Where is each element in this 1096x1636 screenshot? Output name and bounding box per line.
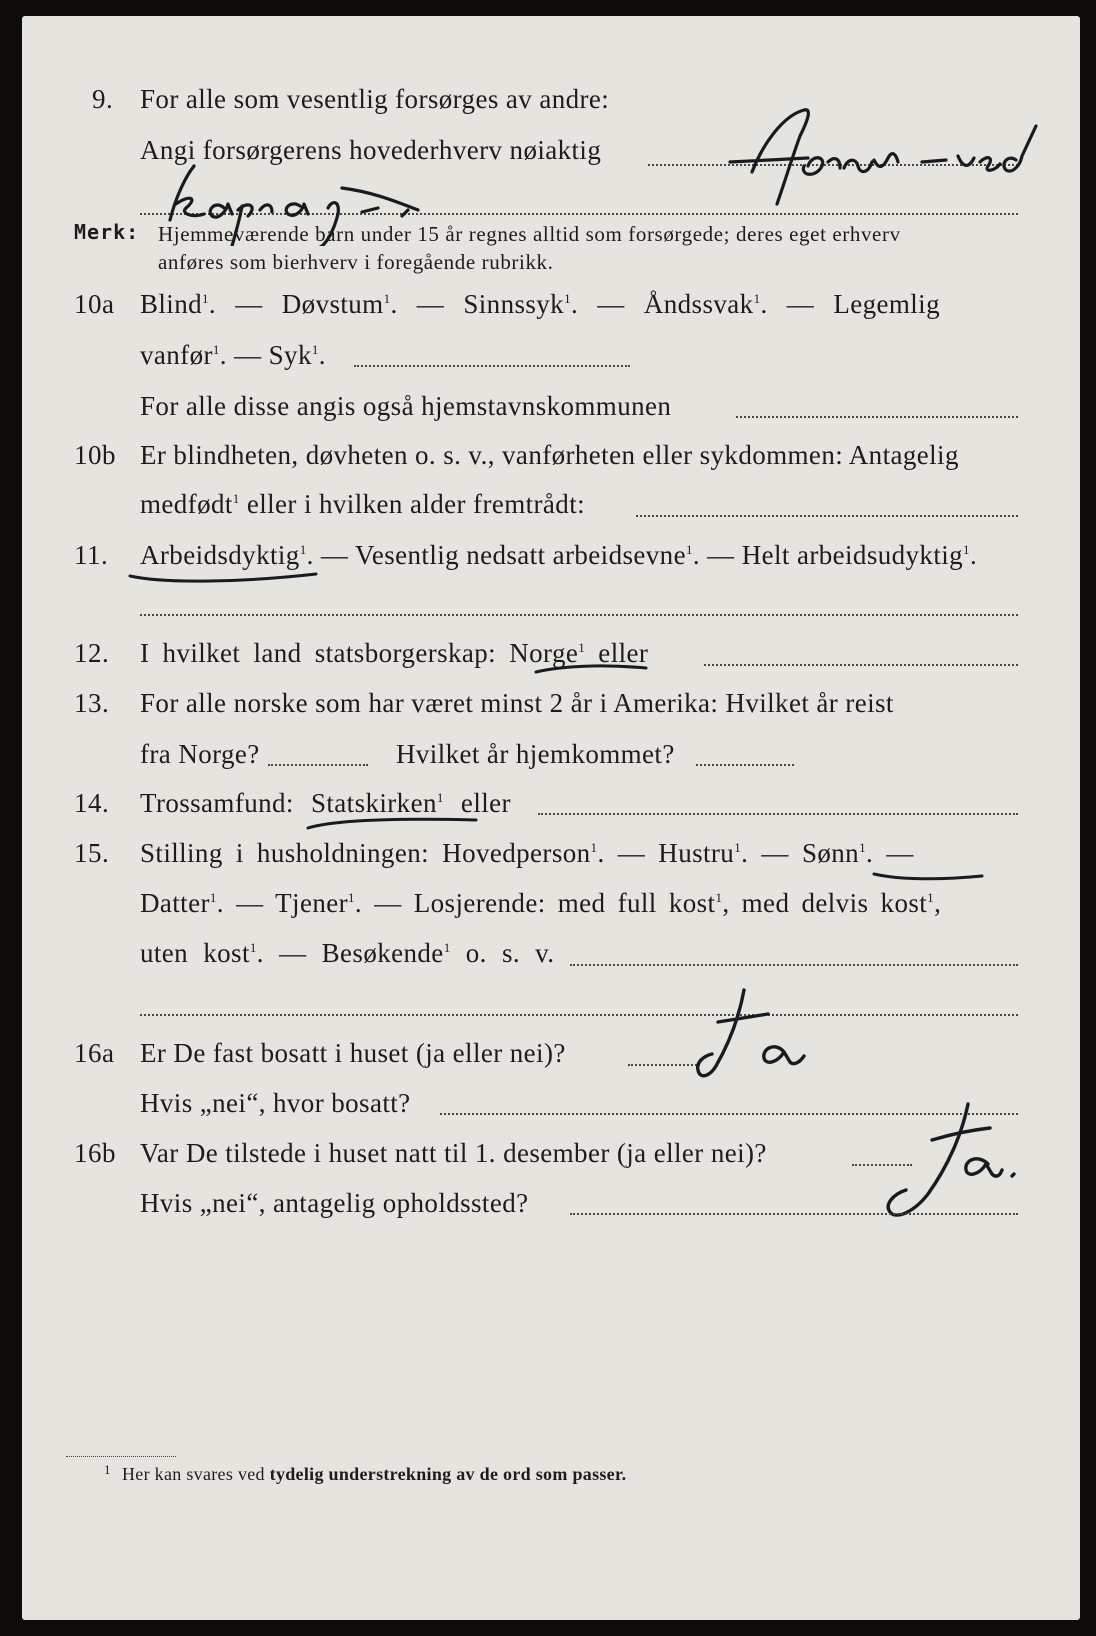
q15-answer-line-2 [140, 1014, 1018, 1016]
q10a-hjemstavn-line [736, 416, 1018, 418]
q10b-line1: Er blindheten, døvheten o. s. v., vanførheten eller sykdommen: Antagelig [140, 440, 959, 470]
q15-number: 15. [74, 838, 110, 868]
q15-line3: uten kost$^1$. — Besøkende$^1$ o. s. v. [140, 938, 555, 968]
q12-option-norge: Norge [509, 638, 579, 668]
q12-answer-line [704, 664, 1018, 666]
q10a-line2: vanfør$^1$. — Syk$^1$. [140, 340, 326, 370]
q15-answer-line [570, 964, 1018, 966]
q14-answer-line [538, 813, 1018, 815]
census-form-page [22, 16, 1080, 1620]
q11-number: 11. [74, 540, 109, 570]
q13-hjemkommet-line [696, 764, 794, 766]
q12-number: 12. [74, 638, 110, 668]
q16a-line2: Hvis „nei“, hvor bosatt? [140, 1088, 411, 1118]
q15-underline-mark [870, 868, 990, 888]
q10b-number: 10b [74, 440, 116, 470]
q12-line: I hvilket land statsborgerskap: Norge$^1$ eller [140, 638, 649, 668]
q11-underline-mark [126, 568, 326, 588]
q13-hjemkommet: Hvilket år hjemkommet? [396, 739, 675, 769]
q14-underline-mark [304, 814, 484, 836]
merk-line1: Hjemmeværende barn under 15 år regnes alltid som forsørgede; deres eget erhverv [158, 222, 901, 246]
q14-option-statskirken: Statskirken [310, 788, 437, 818]
q10a-line1: Blind$^1$. — Døvstum$^1$. — Sinnssyk$^1$. — Åndssvak$^1$. — Legemlig [140, 289, 940, 319]
q10a-number: 10a [74, 289, 115, 319]
q10a-answer-line [354, 365, 630, 367]
q10b-answer-line [636, 515, 1018, 517]
q10a-line3: For alle disse angis også hjemstavnskommunen [140, 391, 672, 421]
q16b-line1: Var De tilstede i huset natt til 1. desember (ja eller nei)? [140, 1138, 767, 1168]
merk-line2: anføres som bierhverv i foregående rubrikk. [158, 250, 554, 274]
footnote-text: Her kan svares ved tydelig understrekning av de ord som passer. [122, 1464, 627, 1484]
q16b-line2: Hvis „nei“, antagelig opholdssted? [140, 1188, 529, 1218]
merk-label: Merk: [74, 220, 140, 244]
q13-number: 13. [74, 688, 110, 718]
q16b-opholdssted-line [570, 1213, 1018, 1215]
q15-line2: Datter$^1$. — Tjener$^1$. — Losjerende: med full kost$^1$, med delvis kost$^1$, [140, 888, 942, 918]
q9-line1: For alle som vesentlig forsørges av andre: [140, 84, 610, 114]
q14-number: 14. [74, 788, 110, 818]
q10a-blind: Blind [140, 289, 203, 319]
q15-line1: Stilling i husholdningen: Hovedperson$^1$. — Hustru$^1$. — Sønn$^1$. — [140, 838, 914, 868]
q16b-number: 16b [74, 1138, 116, 1168]
q10b-line2: medfødt$^1$ eller i hvilken alder fremtrådt: [140, 489, 585, 519]
q11-answer-line [140, 614, 1018, 616]
q16a-handwritten-answer [672, 982, 822, 1092]
footnote-rule [66, 1456, 176, 1457]
q16a-line1: Er De fast bosatt i huset (ja eller nei)? [140, 1038, 566, 1068]
q11-option-arbeidsdyktig: Arbeidsdyktig [140, 540, 300, 570]
q14-line: Trossamfund: Statskirken$^1$ eller [140, 788, 511, 818]
q15-option-sonn: Sønn [801, 838, 860, 868]
q13-reist: fra Norge? [140, 739, 260, 769]
q12-underline-mark [532, 662, 652, 682]
q11-line: Arbeidsdyktig$^1$. — Vesentlig nedsatt arbeidsevne$^1$. — Helt arbeidsudyktig$^1$. [140, 540, 978, 570]
q13-line1: For alle norske som har været minst 2 år i Amerika: Hvilket år reist [140, 688, 894, 718]
q16a-number: 16a [74, 1038, 115, 1068]
q9-number: 9. [92, 84, 114, 114]
q9-line2: Angi forsørgerens hovederhverv nøiaktig [140, 135, 602, 165]
footnote-mark: 1 [104, 1462, 111, 1477]
q13-reist-line [268, 764, 368, 766]
